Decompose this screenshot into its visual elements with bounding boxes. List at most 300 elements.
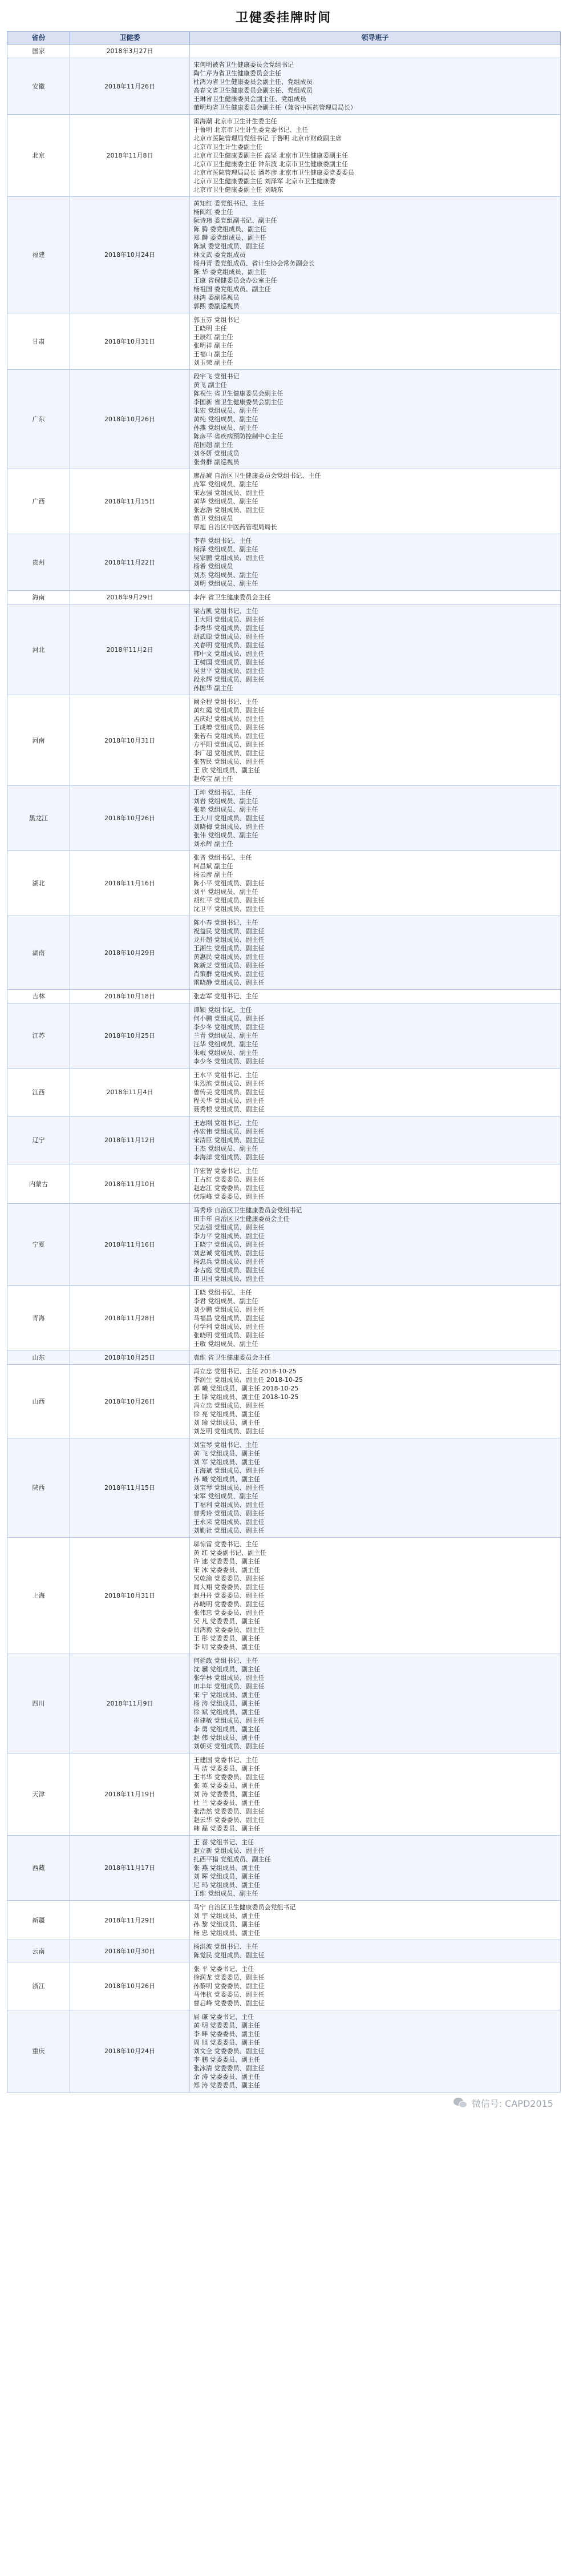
leader-line: 刘玉荣 副主任 <box>193 359 233 366</box>
province-cell: 黑龙江 <box>7 786 70 851</box>
leaders-cell <box>190 851 561 916</box>
table-row <box>7 851 561 916</box>
leader-line: 宋志强 党组成员、副主任 <box>193 489 265 497</box>
province-cell: 西藏 <box>7 1836 70 1901</box>
leader-line: 杜鸿为省卫生健康委员会副主任、党组成员 <box>193 78 313 86</box>
leader-line: 张明祥 副主任 <box>193 342 233 349</box>
leader-line: 胡鸿毅 党委委员、副主任 <box>193 1626 265 1634</box>
date-cell: 2018年11月15日 <box>70 1438 190 1538</box>
date-cell: 2018年11月22日 <box>70 534 190 591</box>
leaders-cell <box>190 1654 561 1753</box>
leader-line: 林文武 委党组成员 <box>193 251 246 259</box>
leader-line: 宋 冰 党委委员、副主任 <box>193 1566 260 1574</box>
leader-line: 柯昌斌 副主任 <box>193 862 233 870</box>
leader-line: 张艳 党组成员、副主任 <box>193 806 258 813</box>
leader-line: 王维 党组成员、副主任 <box>193 1890 258 1897</box>
leader-line: 杨忠兵 党组成员、副主任 <box>193 1258 265 1265</box>
table-row <box>7 916 561 990</box>
province-cell: 吉林 <box>7 990 70 1003</box>
leader-line: 陶仁芹为省卫生健康委员会主任 <box>193 70 281 77</box>
table-row <box>7 1286 561 1351</box>
leader-line: 刘 瑜 党组成员、副主任 <box>193 1419 260 1426</box>
leader-line: 王海斌 党组成员、副主任 <box>193 1467 265 1474</box>
leader-line: 赵丹丹 党委委员、副主任 <box>193 1592 265 1599</box>
table-row <box>7 1901 561 1940</box>
leader-line: 汪华 党组成员、副主任 <box>193 1041 258 1048</box>
leader-line: 孙 曦 党组成员、副主任 <box>193 1476 260 1483</box>
table-row <box>7 1940 561 1962</box>
leaders-cell <box>190 2010 561 2093</box>
date-cell: 2018年10月31日 <box>70 695 190 786</box>
leader-line: 杨泽 党组成员、副主任 <box>193 546 258 553</box>
leader-line: 刘 宇 党组成员、副主任 <box>193 1912 260 1920</box>
table-row <box>7 695 561 786</box>
leader-line: 张智民 党组成员、副主任 <box>193 758 265 765</box>
table-row <box>7 1164 561 1204</box>
leader-line: 廖品琥 自治区卫生健康委员会党组书记、主任 <box>193 472 321 479</box>
leader-line: 兰青 党组成员、副主任 <box>193 1032 258 1039</box>
province-cell: 天津 <box>7 1753 70 1836</box>
leader-line: 赵云华 党委委员、副主任 <box>193 1816 265 1824</box>
date-cell: 2018年11月10日 <box>70 1164 190 1204</box>
leader-line: 郑 麟 委党组成员、副主任 <box>193 234 266 241</box>
leader-line: 张若石 党组成员、副主任 <box>193 732 265 740</box>
date-cell: 2018年3月27日 <box>70 45 190 58</box>
leader-line: 王坤 党组书记、主任 <box>193 789 252 796</box>
leaders-cell <box>190 591 561 604</box>
date-cell: 2018年11月2日 <box>70 604 190 695</box>
leaders-cell <box>190 1164 561 1204</box>
date-cell: 2018年11月15日 <box>70 469 190 534</box>
table-row <box>7 534 561 591</box>
leader-line: 吴家鹏 党组成员、副主任 <box>193 554 265 562</box>
leader-line: 韩中文 党组成员、副主任 <box>193 650 265 658</box>
leader-line: 李 勇 党组成员、副主任 <box>193 1726 260 1733</box>
date-cell: 2018年10月18日 <box>70 990 190 1003</box>
province-cell: 山西 <box>7 1365 70 1438</box>
leader-line: 刘岩 党组成员、副主任 <box>193 797 258 805</box>
leader-line: 王辰红 副主任 <box>193 333 233 341</box>
leader-line: 王永来 党组成员、副主任 <box>193 1518 265 1526</box>
leader-line: 董明均省卫生健康委员会副主任（兼省中医药管理局局长） <box>193 104 357 111</box>
leaders-cell <box>190 1003 561 1069</box>
header-date: 卫健委 <box>70 32 190 45</box>
leader-line: 刘永辉 副主任 <box>193 840 233 848</box>
province-cell: 贵州 <box>7 534 70 591</box>
province-cell: 内蒙古 <box>7 1164 70 1204</box>
table-row <box>7 1654 561 1753</box>
leader-line: 宋军 党组成员、副主任 <box>193 1493 258 1500</box>
leader-line: 刘冬妍 党组成员 <box>193 450 240 457</box>
leader-line: 黄华 党组成员、副主任 <box>193 498 258 505</box>
leader-line: 扎西平措 党组成员、副主任 <box>193 1856 271 1863</box>
date-cell: 2018年10月30日 <box>70 1940 190 1962</box>
leader-line: 赵传宝 副主任 <box>193 775 233 783</box>
leader-line: 黄纯 党组成员、副主任 <box>193 416 258 423</box>
leader-line: 高春文省卫生健康委员会副主任、党组成员 <box>193 87 313 94</box>
leaders-cell <box>190 197 561 313</box>
leader-line: 孙国华 副主任 <box>193 684 233 692</box>
header-leaders: 领导班子 <box>190 32 561 45</box>
leader-line: 李秀华 党组成员、副主任 <box>193 624 265 632</box>
leaders-cell <box>190 1286 561 1351</box>
leader-line: 张志军 党组书记、主任 <box>193 993 258 1000</box>
leaders-cell <box>190 1438 561 1538</box>
leader-line: 王晓宁 党组成员、副主任 <box>193 1241 265 1248</box>
leader-line: 黄知红 委党组书记、主任 <box>193 200 265 207</box>
leaders-cell <box>190 1204 561 1286</box>
leader-line: 李君 党组成员、副主任 <box>193 1297 258 1305</box>
table-row <box>7 1116 561 1164</box>
leaders-cell <box>190 1116 561 1164</box>
leader-line: 孙燕 党组成员、副主任 <box>193 424 258 432</box>
leader-line: 王书华 党委委员、副主任 <box>193 1773 265 1781</box>
leader-line: 杨希 党组成员 <box>193 563 233 570</box>
leader-line: 袁维 省卫生健康委员会主任 <box>193 1354 271 1361</box>
leader-line: 刘晓梅 党组成员、副主任 <box>193 823 265 831</box>
leader-line: 闻大翔 党委委员、副主任 <box>193 1583 265 1591</box>
leader-line: 宋何明被省卫生健康委员会党组书记 <box>193 61 294 68</box>
date-cell: 2018年11月28日 <box>70 1286 190 1351</box>
province-cell: 湖南 <box>7 916 70 990</box>
table-row <box>7 313 561 370</box>
leader-line: 马伟杭 党委委员、副主任 <box>193 1991 265 1998</box>
province-cell: 北京 <box>7 115 70 197</box>
province-cell: 河南 <box>7 695 70 786</box>
table-row <box>7 786 561 851</box>
leader-line: 郭玉芬 党组书记 <box>193 316 240 324</box>
leader-line: 李润生 党组成员、副主任 2018-10-25 <box>193 1376 303 1384</box>
leader-line: 郑 涛 党委委员、副主任 <box>193 2082 260 2089</box>
leader-line: 李占彪 党组成员、副主任 <box>193 1267 265 1274</box>
leader-line: 徐 亮 党组成员、副主任 <box>193 1410 260 1418</box>
leader-line: 王树国 党组成员、副主任 <box>193 659 265 666</box>
leader-line: 聂秀根 党组成员、副主任 <box>193 1106 265 1113</box>
leader-line: 蒋卫 党组成员 <box>193 515 233 522</box>
leader-line: 覃旭 自治区中医药管理局局长 <box>193 523 277 531</box>
province-cell: 江苏 <box>7 1003 70 1069</box>
leader-line: 北京市卫生健康委副主任 刘泽军 北京市卫生健康委 <box>193 178 335 185</box>
table-row <box>7 604 561 695</box>
leader-line: 屈 谦 党委书记、主任 <box>193 2013 254 2021</box>
province-cell: 重庆 <box>7 2010 70 2093</box>
province-cell: 青海 <box>7 1286 70 1351</box>
leaders-cell <box>190 916 561 990</box>
leader-line: 肖策群 党组成员、副主任 <box>193 970 265 978</box>
leader-line: 刘勤社 党组成员、副主任 <box>193 1527 265 1534</box>
leader-line: 刘 涛 党委委员、副主任 <box>193 1791 260 1798</box>
leader-line: 北京市医院管理局党组书记 于鲁明 北京市财政副主席 <box>193 135 342 142</box>
leader-line: 许宏智 党委书记、主任 <box>193 1167 258 1175</box>
leader-line: 程关华 党组成员、副主任 <box>193 1097 265 1104</box>
leader-line: 刘忠诚 党组成员、副主任 <box>193 1249 265 1257</box>
leader-line: 宋清臣 党组成员、副主任 <box>193 1136 265 1144</box>
leader-line: 关春明 党组成员、副主任 <box>193 642 265 649</box>
province-cell: 云南 <box>7 1940 70 1962</box>
province-cell: 湖北 <box>7 851 70 916</box>
leaders-cell <box>190 1962 561 2010</box>
leaders-cell <box>190 695 561 786</box>
leader-line: 马秀珍 自治区卫生健康委员会党组书记 <box>193 1207 302 1214</box>
leader-line: 林鸿 委副巡视员 <box>193 294 240 301</box>
leader-line: 张伟忠 党委委员、副主任 <box>193 1609 265 1616</box>
leader-line: 杨闽红 委主任 <box>193 208 233 216</box>
province-cell: 河北 <box>7 604 70 695</box>
leader-line: 张伟 党组成员、副主任 <box>193 832 258 839</box>
table-row <box>7 115 561 197</box>
leader-line: 刘明 党组成员、副主任 <box>193 580 258 587</box>
leader-line: 杨祖国 委党组成员、副主任 <box>193 285 271 293</box>
leaders-cell <box>190 1351 561 1365</box>
leader-line: 张贵群 副巡视员 <box>193 458 240 466</box>
leader-line: 王 彤 党委委员、副主任 <box>193 1635 260 1642</box>
leader-line: 王大川 党组成员、副主任 <box>193 815 265 822</box>
table-row <box>7 1365 561 1438</box>
leader-line: 陈斌 委党组成员、副主任 <box>193 243 265 250</box>
leaders-cell <box>190 370 561 469</box>
leader-line: 李海洋 党组成员、副主任 <box>193 1154 265 1161</box>
date-cell: 2018年11月29日 <box>70 1901 190 1940</box>
leader-line: 吴乾渝 党委委员、副主任 <box>193 1575 265 1582</box>
leader-line: 曹秀玲 党组成员、副主任 <box>193 1510 265 1517</box>
leader-line: 祝益民 党组成员、副主任 <box>193 928 265 935</box>
leader-line: 张 平 党委书记、主任 <box>193 1965 254 1973</box>
schedule-table <box>7 31 561 2093</box>
table-row <box>7 1538 561 1654</box>
date-cell: 2018年11月4日 <box>70 1069 190 1116</box>
date-cell: 2018年10月25日 <box>70 1003 190 1069</box>
leader-line: 陈觉民 党组成员、副主任 <box>193 1952 265 1959</box>
leader-line: 北京市卫生健康委副主任 高坚 北京市卫生健康委副主任 <box>193 152 348 159</box>
leader-line: 陈 腾 委党组成员、副主任 <box>193 225 266 233</box>
leader-line: 黄惠民 党组成员、副主任 <box>193 953 265 961</box>
date-cell: 2018年10月29日 <box>70 916 190 990</box>
leader-line: 吴世平 党组成员、副主任 <box>193 667 265 675</box>
leader-line: 尼 玛 党组成员、副主任 <box>193 1881 260 1889</box>
leaders-cell <box>190 1365 561 1438</box>
leader-line: 王敏 党组成员、副主任 <box>193 1340 258 1348</box>
leader-line: 雷海潮 北京市卫生计生委主任 <box>193 118 277 125</box>
date-cell: 2018年10月26日 <box>70 370 190 469</box>
date-cell: 2018年11月16日 <box>70 851 190 916</box>
leader-line: 余 涛 党委委员、副主任 <box>193 2073 260 2081</box>
leader-line: 杜 兰 党委委员、副主任 <box>193 1799 260 1807</box>
table-row <box>7 591 561 604</box>
leader-line: 张 英 党委委员、副主任 <box>193 1782 260 1789</box>
leader-line: 张晋 党组书记、主任 <box>193 854 252 861</box>
province-cell: 上海 <box>7 1538 70 1654</box>
leader-line: 李春 党组书记、主任 <box>193 537 252 545</box>
province-cell: 福建 <box>7 197 70 313</box>
table-row <box>7 1836 561 1901</box>
leader-line: 孙晓明 党委委员、副主任 <box>193 1601 265 1608</box>
leader-line: 张冰清 党委委员、副主任 <box>193 2065 265 2072</box>
leader-line: 梁占凯 党组书记、主任 <box>193 607 258 615</box>
leader-line: 王 喜 党组书记、主任 <box>193 1839 254 1846</box>
leader-line: 陈彦平 省疾病预防控制中心主任 <box>193 433 284 440</box>
leader-line: 黄 红 党委副书记、副主任 <box>193 1549 266 1557</box>
province-cell: 新疆 <box>7 1901 70 1940</box>
leader-line: 孙 黎 党组成员、副主任 <box>193 1921 260 1928</box>
leader-line: 张 燕 党组成员、副主任 <box>193 1864 260 1872</box>
province-cell: 甘肃 <box>7 313 70 370</box>
province-cell: 山东 <box>7 1351 70 1365</box>
leader-line: 北京市卫生健康委主任 钟东波 北京市卫生健康委副主任 <box>193 160 348 168</box>
date-cell: 2018年11月19日 <box>70 1753 190 1836</box>
leader-line: 朱宏 党组成员、副主任 <box>193 407 258 414</box>
leader-line: 黄 飞 党组成员、副主任 <box>193 1450 260 1457</box>
leader-line: 吴志强 党组成员、副主任 <box>193 1224 265 1231</box>
province-cell: 海南 <box>7 591 70 604</box>
leader-line: 杨 忠 党组成员、副主任 <box>193 1929 260 1937</box>
leader-line: 田丰年 自治区卫生健康委员会主任 <box>193 1215 290 1223</box>
leader-line: 宋 宁 党组成员、副主任 <box>193 1691 260 1699</box>
leader-line: 朱岷 党组成员、副主任 <box>193 1049 258 1057</box>
leaders-cell <box>190 313 561 370</box>
leader-line: 刘文全 党委委员、副主任 <box>193 2047 265 2055</box>
leaders-cell <box>190 115 561 197</box>
date-cell: 2018年10月31日 <box>70 313 190 370</box>
leader-line: 北京市卫生健康委副主任 刘晓东 <box>193 186 284 193</box>
leader-line: 刘平 党组成员、副主任 <box>193 888 258 896</box>
leader-line: 庞军 党组成员、副主任 <box>193 481 258 488</box>
date-cell: 2018年10月24日 <box>70 2010 190 2093</box>
leader-line: 周 旭 党委委员、副主任 <box>193 2039 260 2046</box>
leader-line: 王 锋 党组成员、副主任 2018-10-25 <box>193 1393 299 1401</box>
province-cell: 宁夏 <box>7 1204 70 1286</box>
leader-line: 田卫国 党组成员、副主任 <box>193 1275 265 1283</box>
leader-line: 何小鹏 党组成员、副主任 <box>193 1015 265 1022</box>
leader-line: 王晓明 主任 <box>193 325 227 332</box>
leader-line: 李国新 省卫生健康委员会副主任 <box>193 398 284 406</box>
leader-line: 刘 晖 党组成员、副主任 <box>193 1873 260 1880</box>
date-cell: 2018年11月16日 <box>70 1204 190 1286</box>
table-row <box>7 2010 561 2093</box>
province-cell: 广西 <box>7 469 70 534</box>
date-cell: 2018年11月8日 <box>70 115 190 197</box>
leader-line: 阮诗玮 委党组副书记、副主任 <box>193 217 277 224</box>
province-cell: 陕西 <box>7 1438 70 1538</box>
leader-line: 王康 省保健委员会办公室主任 <box>193 277 277 284</box>
date-cell: 2018年9月29日 <box>70 591 190 604</box>
leader-line: 马宁 自治区卫生健康委员会党组书记 <box>193 1904 296 1911</box>
leader-line: 黄红霞 党组成员、副主任 <box>193 707 265 714</box>
leader-line: 李 鹏 党委委员、副主任 <box>193 2056 260 2063</box>
leader-line: 赵 伟 党组成员、副主任 <box>193 1734 260 1741</box>
watermark-text: 微信号: CAPD2015 <box>471 2098 553 2109</box>
leader-line: 孙宏伟 党组成员、副主任 <box>193 1128 265 1135</box>
leader-line: 李力平 党组成员、副主任 <box>193 1232 265 1240</box>
leaders-cell <box>190 1753 561 1836</box>
leader-line: 冯立忠 党组成员、副主任 <box>193 1402 265 1409</box>
leader-line: 邬惊雷 党委书记、主任 <box>193 1541 258 1548</box>
leader-line: 李广超 党组成员、副主任 <box>193 749 265 757</box>
table-row <box>7 58 561 115</box>
leader-line: 赵立新 党组成员、副主任 <box>193 1847 265 1855</box>
leader-line: 雷晓静 党组成员、副主任 <box>193 979 265 986</box>
leaders-cell <box>190 990 561 1003</box>
leader-line: 张晓明 党组成员、副主任 <box>193 1332 265 1339</box>
leader-line: 张志浩 党组成员、副主任 <box>193 506 265 514</box>
leader-line: 谭颖 党组书记、主任 <box>193 1006 252 1014</box>
date-cell: 2018年10月26日 <box>70 1365 190 1438</box>
leader-line: 于鲁明 北京市卫生计生委党委书记、主任 <box>193 126 309 134</box>
leader-line: 李少冬 党组成员、副主任 <box>193 1058 265 1065</box>
leader-line: 王成增 党组成员、副主任 <box>193 724 265 731</box>
date-cell: 2018年10月24日 <box>70 197 190 313</box>
leader-line: 冯立忠 党组书记、主任 2018-10-25 <box>193 1368 297 1375</box>
leader-line: 张浩然 党委委员、副主任 <box>193 1808 265 1815</box>
leader-line: 丁福利 党组成员、副主任 <box>193 1501 265 1509</box>
leader-line: 王占红 党委委员、副主任 <box>193 1176 265 1183</box>
leader-line: 陈小春 党组书记、主任 <box>193 919 258 926</box>
leader-line: 段宇飞 党组书记 <box>193 373 240 380</box>
leader-line: 王琳省卫生健康委员会副主任、党组成员 <box>193 95 306 103</box>
leaders-cell <box>190 469 561 534</box>
leader-line: 王湘生 党组成员、副主任 <box>193 945 265 952</box>
table-row <box>7 469 561 534</box>
leaders-cell <box>190 604 561 695</box>
leader-line: 何延政 党组书记、主任 <box>193 1657 258 1664</box>
leader-line: 杨 涛 党组成员、副主任 <box>193 1700 260 1707</box>
leader-line: 刘杰 党组成员、副主任 <box>193 571 258 579</box>
table-row <box>7 1069 561 1116</box>
leaders-cell <box>190 534 561 591</box>
leader-line: 阚全程 党组书记、主任 <box>193 698 258 706</box>
leader-line: 陈新芝 党组成员、副主任 <box>193 962 265 969</box>
leader-line: 胡武聪 党组成员、副主任 <box>193 633 265 640</box>
leader-line: 许 速 党委委员、副主任 <box>193 1558 260 1565</box>
date-cell: 2018年11月12日 <box>70 1116 190 1164</box>
leader-line: 陈 华 委党组成员、副主任 <box>193 268 266 276</box>
leader-line: 吴 凡 党委委员、副主任 <box>193 1618 260 1625</box>
leader-line: 李少冬 党组成员、副主任 <box>193 1023 265 1031</box>
leader-line: 北京市医院管理局局长 潘苏彦 北京市卫生健康委党委委员 <box>193 169 354 176</box>
leader-line: 沈卫平 党组成员、副主任 <box>193 905 265 913</box>
leaders-cell <box>190 1538 561 1654</box>
table-row <box>7 370 561 469</box>
table-row <box>7 1351 561 1365</box>
leader-line: 田丰年 党组成员、副主任 <box>193 1683 265 1690</box>
date-cell: 2018年10月25日 <box>70 1351 190 1365</box>
leader-line: 方平阳 党组成员、副主任 <box>193 741 265 748</box>
leader-line: 沈 骥 党组成员、副主任 <box>193 1666 260 1673</box>
leader-line: 王晓 党组书记、主任 <box>193 1289 252 1296</box>
table-row <box>7 990 561 1003</box>
leader-line: 李萍 省卫生健康委员会主任 <box>193 594 271 601</box>
leader-line: 刘朝英 党组成员、副主任 <box>193 1743 265 1750</box>
leader-line: 黄飞 副主任 <box>193 381 227 389</box>
leaders-cell <box>190 1069 561 1116</box>
table-row <box>7 1438 561 1538</box>
date-cell: 2018年11月17日 <box>70 1836 190 1901</box>
leader-line: 王建国 党委书记、主任 <box>193 1756 258 1764</box>
leader-line: 曹启峰 党委委员、副主任 <box>193 1999 265 2007</box>
leader-line: 朱烈滨 党组成员、副主任 <box>193 1080 265 1087</box>
table-row <box>7 1753 561 1836</box>
province-cell: 江西 <box>7 1069 70 1116</box>
table-body <box>7 45 561 2093</box>
date-cell: 2018年10月26日 <box>70 786 190 851</box>
table-row <box>7 1003 561 1069</box>
watermark <box>453 2097 553 2110</box>
province-cell: 浙江 <box>7 1962 70 2010</box>
leader-line: 伏瑞峰 党委委员、副主任 <box>193 1193 265 1200</box>
leader-line: 徐 斌 党组成员、副主任 <box>193 1708 260 1716</box>
table-row <box>7 197 561 313</box>
leader-line: 孟庆纪 党组成员、副主任 <box>193 715 265 723</box>
table-row <box>7 1204 561 1286</box>
